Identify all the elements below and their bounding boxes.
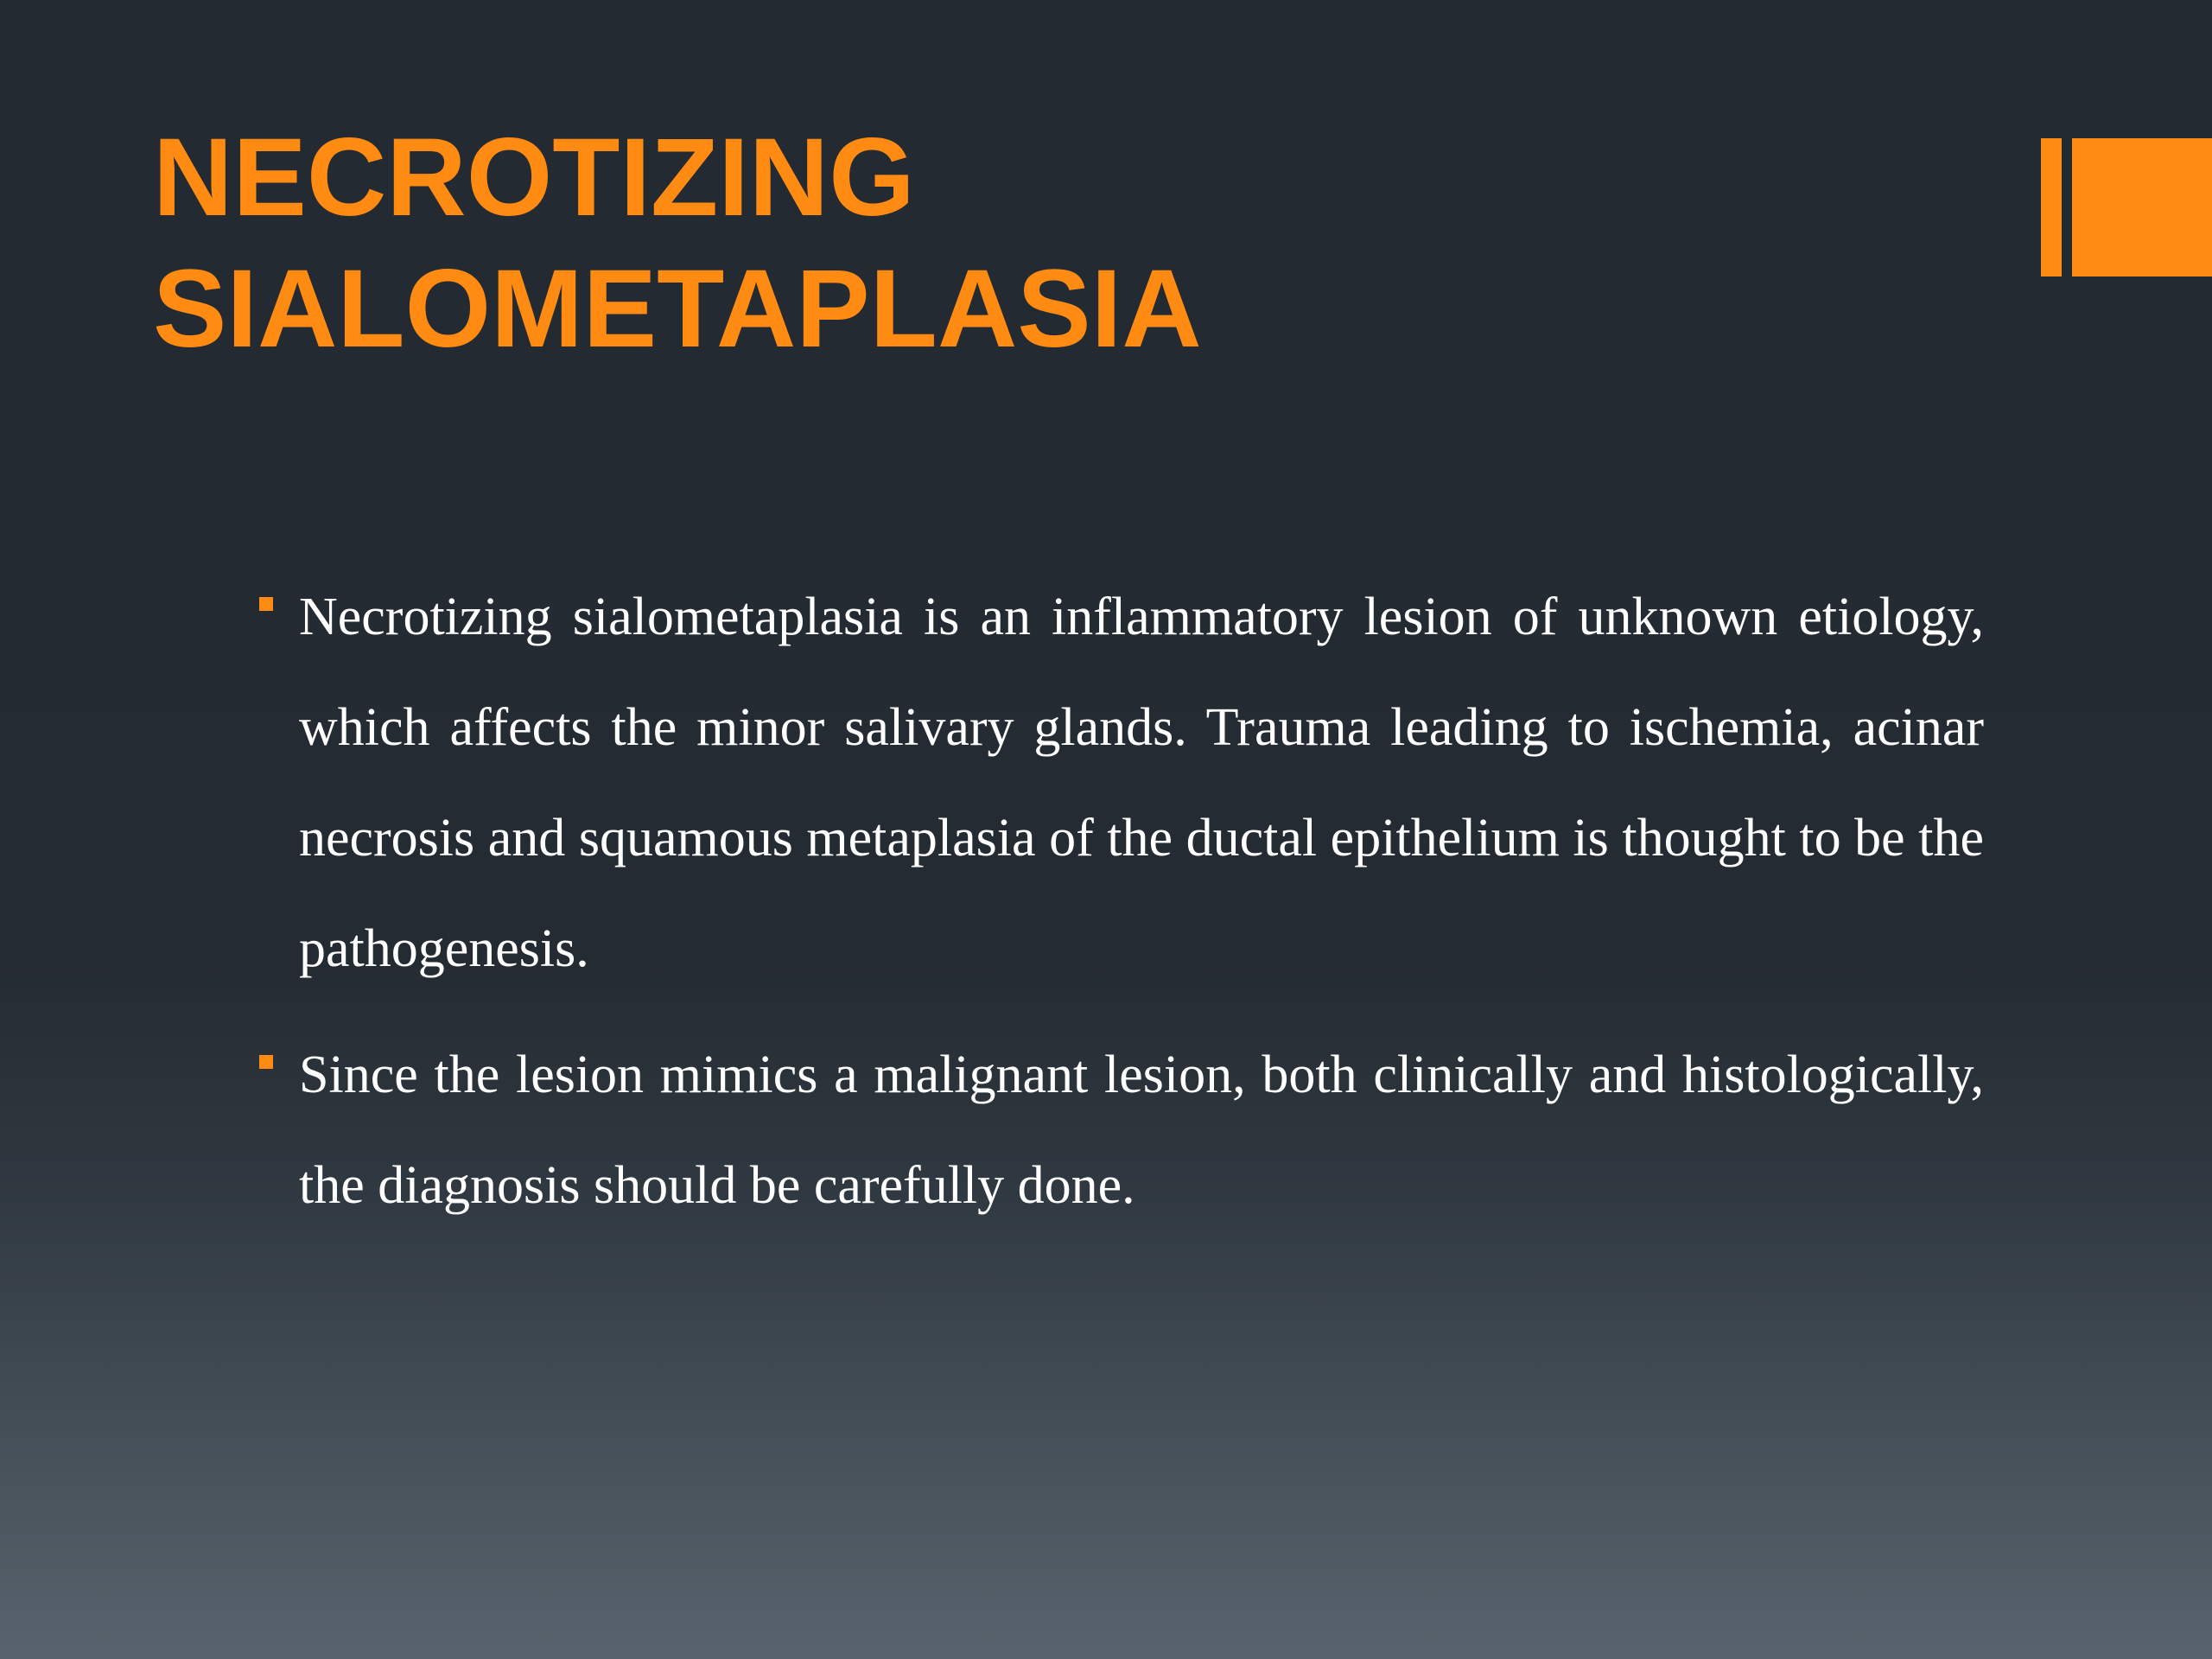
bullet-text: Necrotizing sialometaplasia is an inflammatory lesion of unknown etiology, which affects the minor salivary glands. Trauma leading to ischemia, acinar necrosis and squamous metaplasia of the ductal epithelium is thought to be the pathogenesis.	[299, 588, 1984, 978]
slide-title	[153, 112, 1795, 375]
bullet-item	[256, 1020, 1984, 1241]
slide-title-line-2: SIALOMETAPLASIA	[153, 247, 1202, 371]
bullet-text: Since the lesion mimics a malignant lesion, both clinically and histologically, the diagnosis should be carefully done.	[299, 1046, 1984, 1215]
accent-block	[2072, 138, 2212, 276]
accent-bar	[2041, 138, 2062, 276]
square-bullet-icon	[259, 597, 273, 611]
bullet-item	[256, 562, 1984, 1004]
slide-title-line-1: NECROTIZING	[153, 116, 915, 239]
square-bullet-icon	[259, 1055, 273, 1069]
bullet-list	[256, 562, 1984, 1256]
